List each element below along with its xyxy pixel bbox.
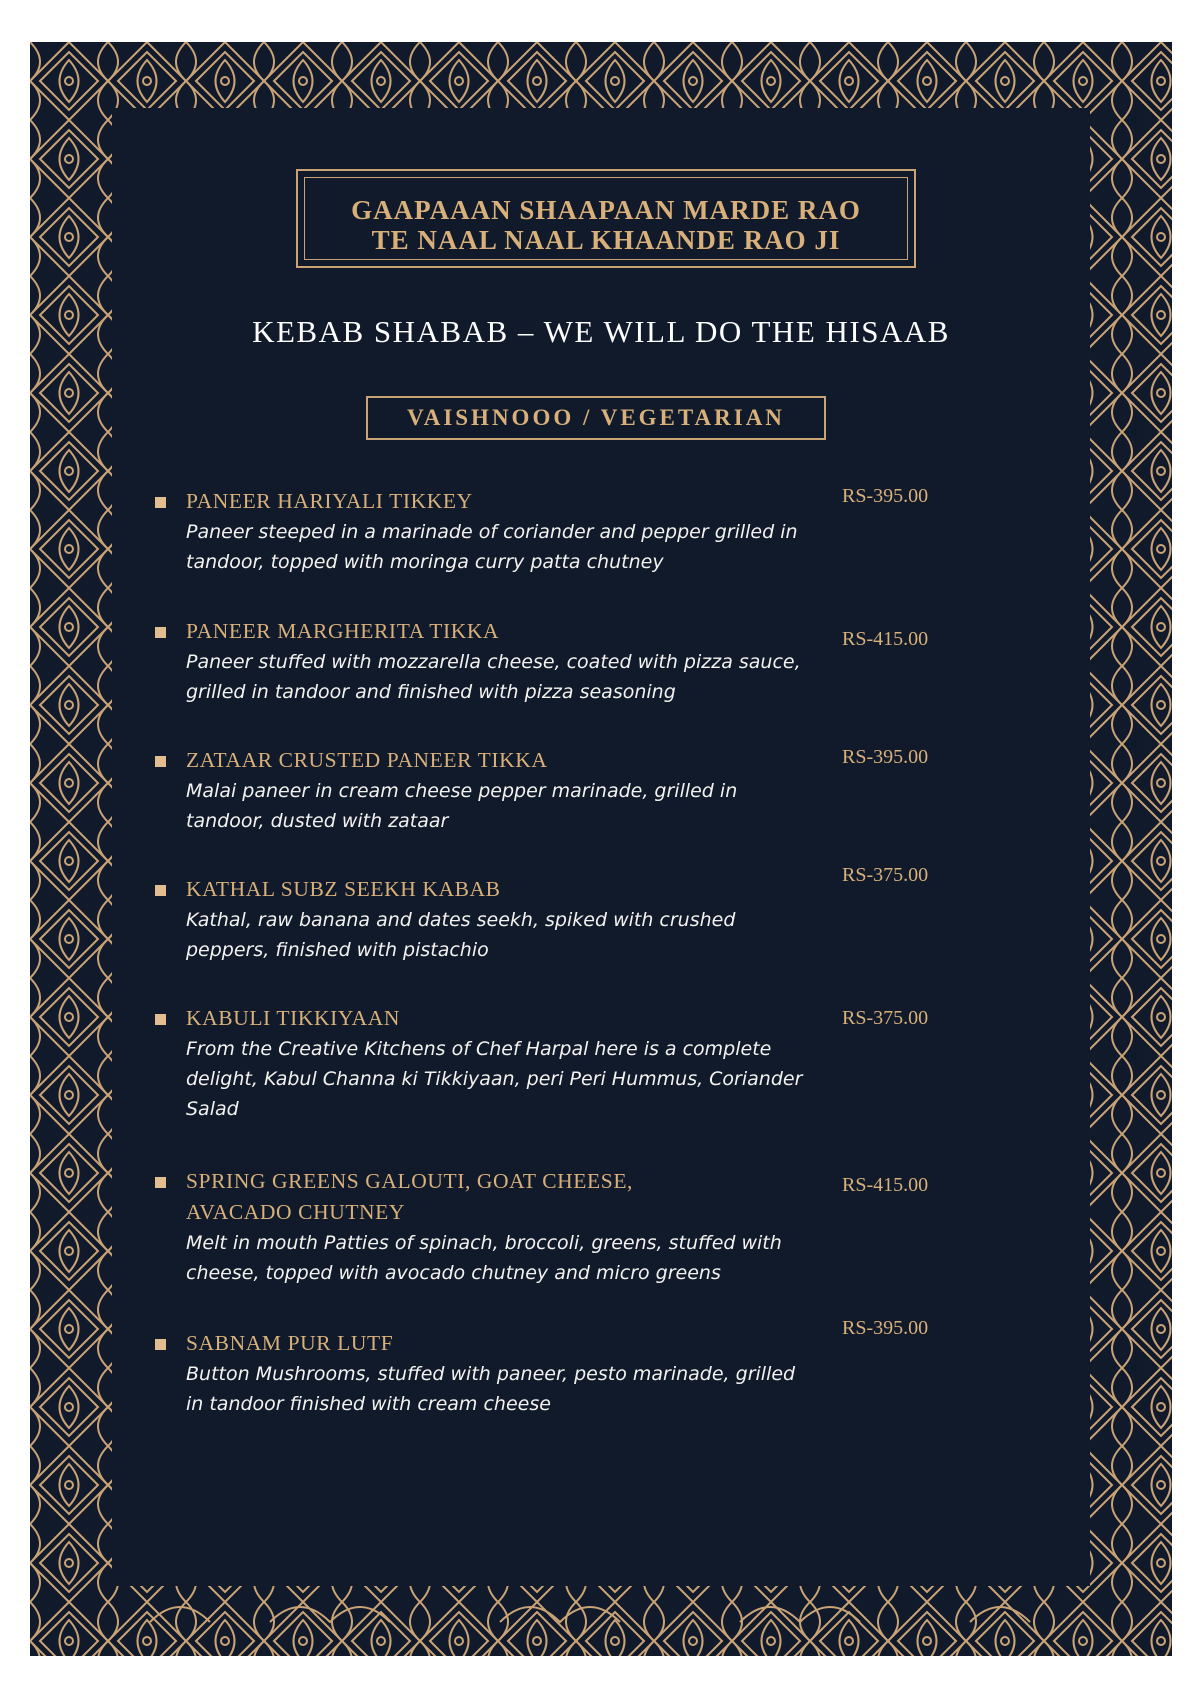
item-description: Button Mushrooms, stuffed with paneer, pesto marinade, grilled in tandoor finished with cream cheese [186, 1363, 796, 1415]
bullet-icon [155, 1339, 166, 1350]
item-price: RS-395.00 [842, 485, 929, 507]
item-price: RS-375.00 [842, 1007, 929, 1029]
item-name: SABNAM PUR LUTF [186, 1331, 394, 1355]
title-line-2: TE NAAL NAAL KHAANDE RAO JI [371, 225, 841, 255]
bullet-icon [155, 1177, 166, 1188]
item-name: KABULI TIKKIYAAN [186, 1006, 401, 1030]
item-name: PANEER MARGHERITA TIKKA [186, 619, 500, 643]
bullet-icon [155, 756, 166, 767]
item-description: Malai paneer in cream cheese pepper marinade, grilled in tandoor, dusted with zataar [186, 780, 738, 832]
menu-subtitle: KEBAB SHABAB – WE WILL DO THE HISAAB [252, 314, 950, 349]
item-name: PANEER HARIYALI TIKKEY [186, 489, 473, 513]
item-price: RS-375.00 [842, 864, 929, 886]
bullet-icon [155, 497, 166, 508]
item-description: Kathal, raw banana and dates seekh, spiked with crushed peppers, finished with pistachio [186, 909, 736, 961]
item-description: Paneer steeped in a marinade of coriander and pepper grilled in tandoor, topped with moringa curry patta chutney [186, 521, 798, 573]
bullet-icon [155, 1014, 166, 1025]
bullet-icon [155, 627, 166, 638]
item-price: RS-395.00 [842, 1317, 929, 1339]
item-price: RS-415.00 [842, 1174, 929, 1196]
section-heading: VAISHNOOO / VEGETARIAN [366, 396, 826, 440]
bullet-icon [155, 885, 166, 896]
item-name: SPRING GREENS GALOUTI, GOAT CHEESE, AVACADO CHUTNEY [186, 1169, 634, 1224]
item-description: From the Creative Kitchens of Chef Harpal here is a complete delight, Kabul Channa ki Tikkiyaan, peri Peri Hummus, Coriander Salad [186, 1038, 803, 1120]
item-price: RS-395.00 [842, 746, 929, 768]
item-name: ZATAAR CRUSTED PANEER TIKKA [186, 748, 548, 772]
title-line-1: GAAPAAAN SHAAPAAN MARDE RAO [351, 195, 861, 225]
item-description: Melt in mouth Patties of spinach, broccoli, greens, stuffed with cheese, topped with avocado chutney and micro greens [186, 1232, 782, 1284]
menu-page [30, 42, 1172, 1656]
item-description: Paneer stuffed with mozzarella cheese, coated with pizza sauce, grilled in tandoor and finished with pizza seasoning [186, 651, 801, 703]
item-name: KATHAL SUBZ SEEKH KABAB [186, 877, 501, 901]
item-price: RS-415.00 [842, 628, 929, 650]
title-box [296, 169, 916, 268]
